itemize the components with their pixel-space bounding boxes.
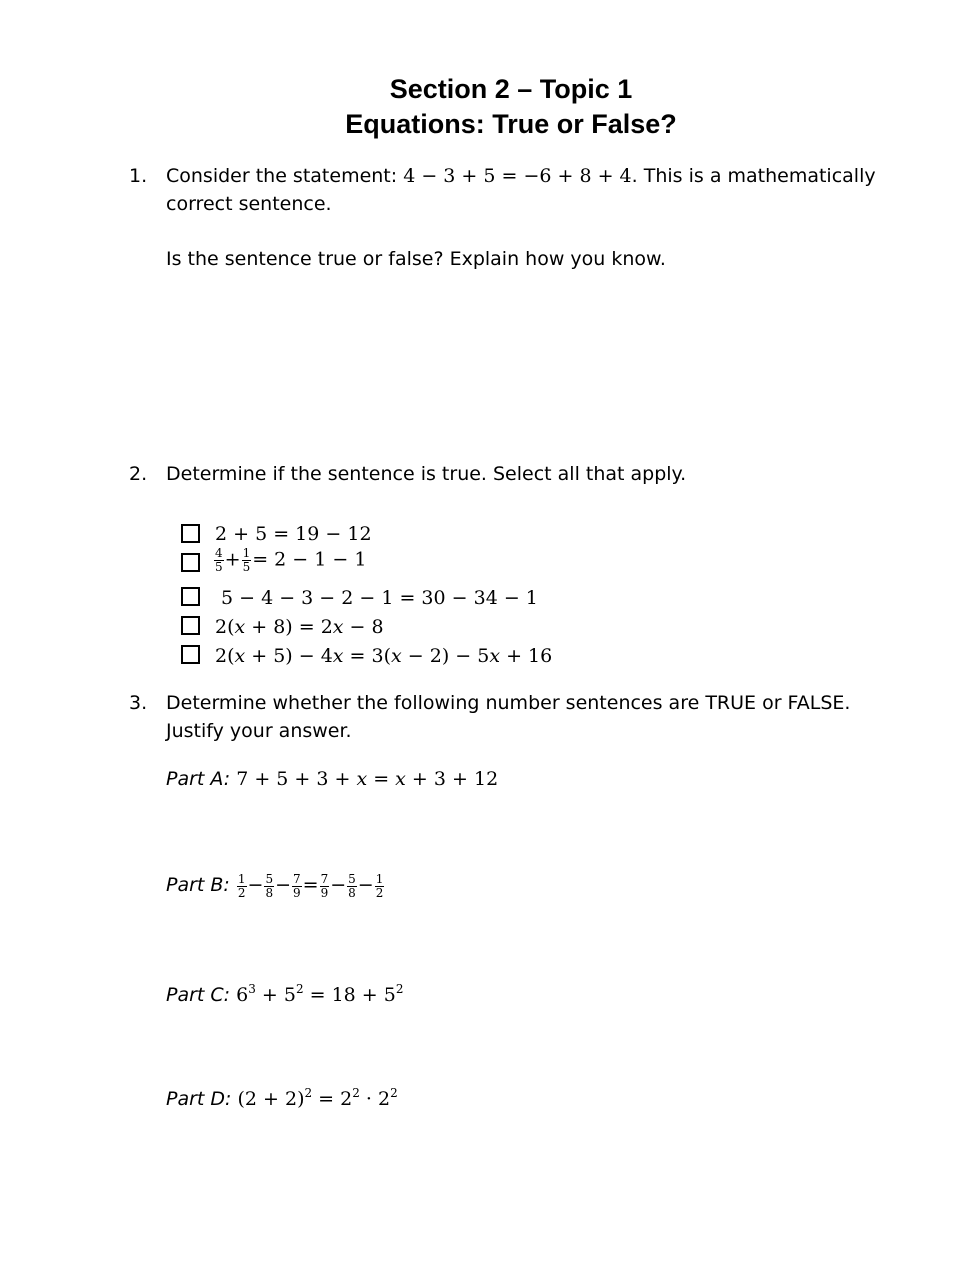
question-1-suffix: . This is a mathematically bbox=[631, 165, 876, 187]
option-4-label: 2(𝑥 + 8) = 2𝑥 − 8 bbox=[215, 616, 384, 638]
question-2-number: 2. bbox=[129, 463, 148, 485]
part-b-fraction-4: $\frac{7}{9}$ bbox=[320, 871, 329, 900]
option-2-rest: = 2 − 1 − 1 bbox=[252, 548, 367, 571]
checkbox-option-1[interactable] bbox=[181, 524, 200, 543]
part-b-label: Part B: bbox=[166, 874, 230, 896]
page-subtitle: Equations: True or False? bbox=[345, 109, 677, 139]
page-title: Section 2 – Topic 1 bbox=[389, 74, 633, 104]
option-2-fraction-1: $\frac{4}{5}$ bbox=[215, 546, 223, 574]
checkbox-option-4[interactable] bbox=[181, 616, 200, 635]
question-1-prefix: Consider the statement: bbox=[166, 165, 404, 187]
checkbox-option-5[interactable] bbox=[181, 645, 200, 664]
part-b-op-5: − bbox=[357, 874, 374, 896]
part-d-equation: $(2 + 2)^2 = 2^2 \cdot 2^2$ bbox=[237, 1086, 398, 1110]
part-d-label: Part D: bbox=[166, 1088, 232, 1110]
question-1-prompt: Is the sentence true or false? Explain how you know. bbox=[166, 248, 666, 270]
question-2-prompt: Determine if the sentence is true. Select all that apply. bbox=[166, 463, 687, 485]
option-2-label bbox=[213, 547, 366, 574]
part-b-op-1: − bbox=[247, 874, 264, 896]
part-a-equation: 7 + 5 + 3 + 𝑥 = 𝑥 + 3 + 12 bbox=[236, 768, 499, 790]
part-a-label: Part A: bbox=[166, 768, 231, 790]
question-1-line2: correct sentence. bbox=[166, 193, 332, 215]
checkbox-option-2[interactable] bbox=[181, 553, 200, 572]
part-c-equation: $6^3 + 5^2 = 18 + 5^2$ bbox=[236, 982, 404, 1006]
part-b-equation bbox=[236, 871, 385, 900]
part-c-label: Part C: bbox=[166, 984, 231, 1006]
question-3-prompt-line1: Determine whether the following number sentences are TRUE or FALSE. bbox=[166, 692, 851, 714]
part-b bbox=[166, 872, 385, 900]
part-b-op-2: − bbox=[275, 874, 292, 896]
part-b-fraction-3: $\frac{7}{9}$ bbox=[293, 871, 301, 900]
question-1-equation: 4 − 3 + 5 = −6 + 8 + 4 bbox=[403, 165, 632, 187]
part-c bbox=[166, 982, 404, 1008]
option-2-plus: + bbox=[224, 548, 241, 571]
part-b-fraction-6: $\frac{1}{2}$ bbox=[375, 871, 384, 900]
part-d bbox=[166, 1086, 398, 1112]
option-5-label: 2(𝑥 + 5) − 4𝑥 = 3(𝑥 − 2) − 5𝑥 + 16 bbox=[215, 645, 553, 667]
part-b-op-3: = bbox=[302, 874, 319, 896]
part-b-fraction-2: $\frac{5}{8}$ bbox=[265, 871, 274, 900]
part-b-fraction-1: $\frac{1}{2}$ bbox=[237, 871, 246, 900]
question-3-prompt-line2: Justify your answer. bbox=[166, 720, 352, 742]
option-2-fraction-2: $\frac{1}{5}$ bbox=[242, 546, 251, 574]
option-3-label: 5 − 4 − 3 − 2 − 1 = 30 − 34 − 1 bbox=[221, 587, 538, 609]
part-b-op-4: − bbox=[330, 874, 347, 896]
part-b-fraction-5: $\frac{5}{8}$ bbox=[348, 871, 356, 900]
question-1-number: 1. bbox=[129, 165, 148, 187]
option-1-label: 2 + 5 = 19 − 12 bbox=[215, 523, 372, 545]
checkbox-option-3[interactable] bbox=[181, 587, 200, 606]
question-1-line1 bbox=[166, 163, 876, 189]
question-3-number: 3. bbox=[129, 692, 148, 714]
part-a bbox=[166, 766, 498, 792]
